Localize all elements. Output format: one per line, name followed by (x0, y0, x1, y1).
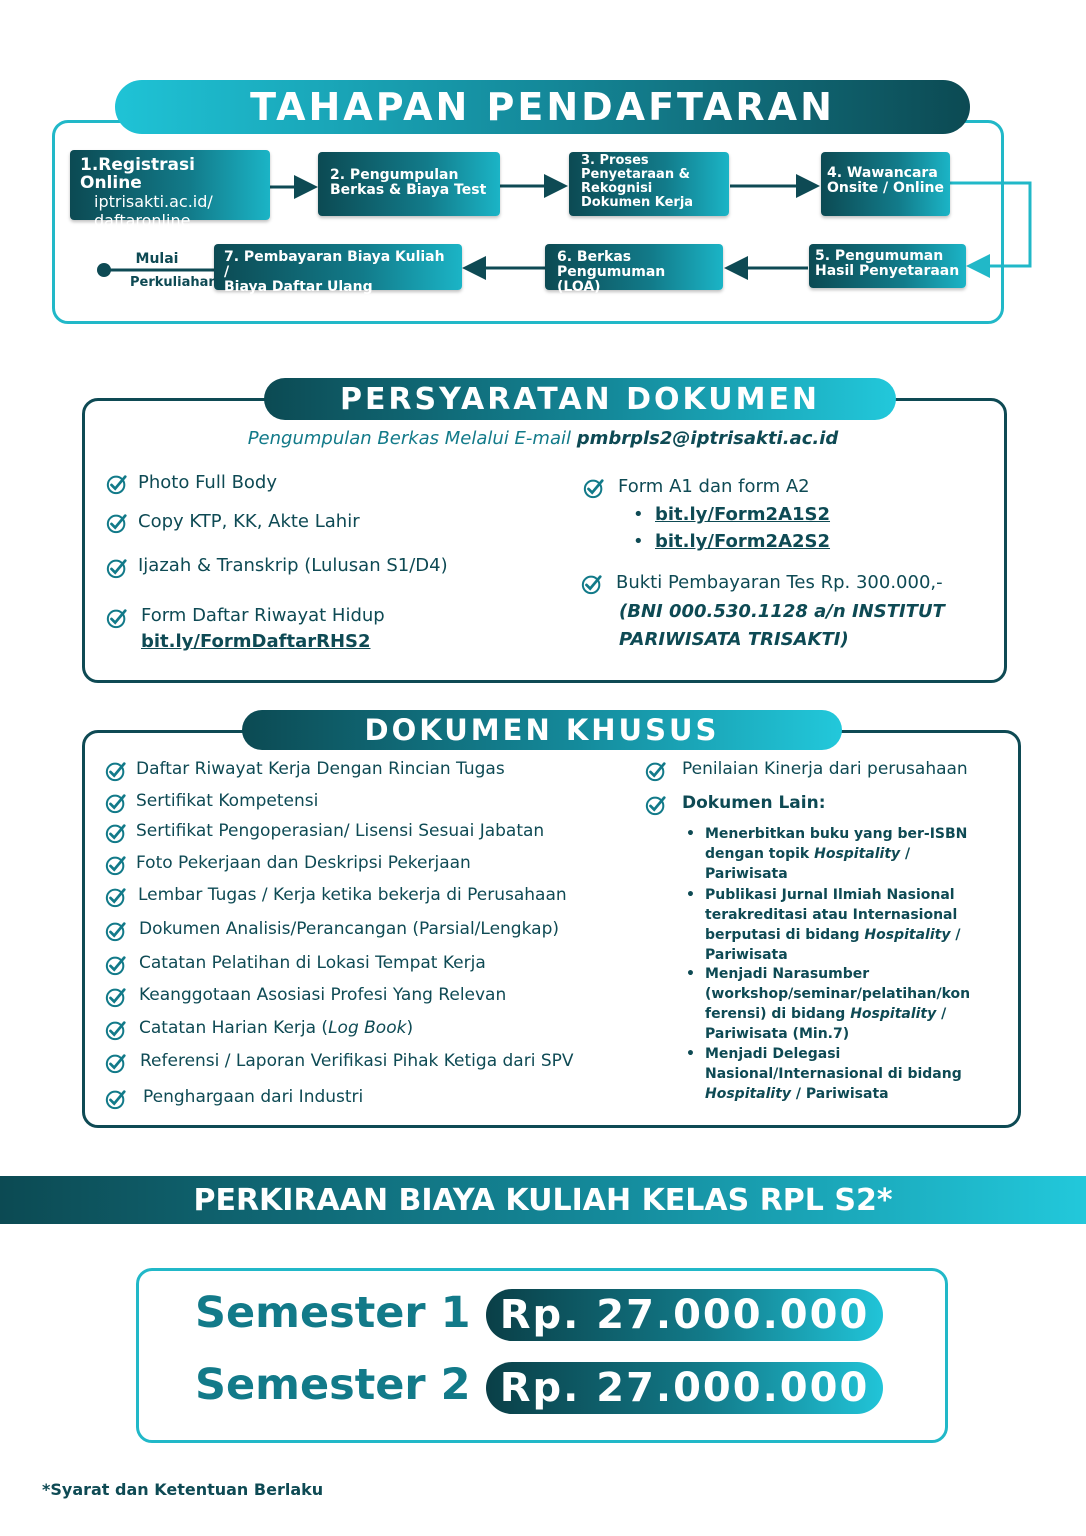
req-bukti: Bukti Pembayaran Tes Rp. 300.000,- (616, 572, 943, 593)
dl-1-hosp: Hospitality (814, 846, 901, 862)
step-7-line1: 7. Pembayaran Biaya Kuliah / (224, 249, 445, 280)
dl-2-a: Publikasi Jurnal Ilmiah Nasional (705, 887, 955, 903)
dl-2-slash: / (950, 927, 961, 943)
step-4-line1: 4. Wawancara (827, 165, 938, 181)
start-dot (97, 263, 111, 277)
form-a2-link[interactable]: bit.ly/Form2A2S2 (655, 531, 831, 552)
biaya-banner (0, 1176, 1086, 1224)
step-5-pengumuman (809, 244, 966, 288)
dl-4-c-line (705, 1084, 962, 1104)
step-2-line1: 2. Pengumpulan (330, 167, 459, 183)
logbook-close: ) (406, 1018, 414, 1038)
biaya-title: PERKIRAAN BIAYA KULIAH KELAS RPL S2* (193, 1182, 893, 1218)
check-icon (106, 557, 128, 579)
step-3-line4: Dokumen Kerja (581, 195, 694, 210)
bullet-dot: • (686, 887, 695, 903)
req-ijazah: Ijazah & Transkrip (Lulusan S1/D4) (138, 555, 448, 576)
dl-1-b: dengan topik (705, 846, 815, 862)
step-1-registrasi (70, 150, 270, 230)
check-icon (105, 854, 127, 876)
step-7-line2: Biaya Daftar Ulang (224, 279, 373, 295)
step-5-line1: 5. Pengumuman (815, 248, 944, 264)
dl-4-c: / Pariwisata (791, 1086, 889, 1102)
dl-1-a: Menerbitkan buku yang ber-ISBN (705, 826, 968, 842)
dl-3-a: Menjadi Narasumber (705, 966, 870, 982)
dl-2-c: berputasi di bidang (705, 927, 865, 943)
dl-3-d: Pariwisata (Min.7) (705, 1026, 850, 1042)
tahapan-title: TAHAPAN PENDAFTARAN (115, 80, 970, 134)
bullet-dot: • (633, 504, 644, 525)
step-7-pembayaran (214, 244, 462, 295)
check-icon (105, 792, 127, 814)
step-6-line1: 6. Berkas (557, 249, 632, 265)
dl-4-a: Menjadi Delegasi (705, 1046, 841, 1062)
check-icon (106, 473, 128, 495)
step-6-berkas (545, 244, 723, 295)
check-icon (645, 794, 667, 816)
dl-2-c-line (705, 925, 960, 945)
dl-3-b: (workshop/seminar/pelatihan/kon (705, 986, 971, 1002)
persyaratan-title: PERSYARATAN DOKUMEN (264, 378, 896, 420)
dl-4-hosp: Hospitality (705, 1086, 792, 1102)
check-icon (105, 886, 127, 908)
step-4-line2: Onsite / Online (827, 180, 944, 196)
form-a1-link[interactable]: bit.ly/Form2A1S2 (655, 504, 831, 525)
step-1-title: 1.Registrasi Online (80, 155, 195, 193)
dl-2-hosp: Hospitality (864, 927, 951, 943)
req-bukti-bank1: (BNI 000.530.1128 a/n INSTITUT (619, 601, 945, 622)
check-icon (105, 822, 127, 844)
req-photo: Photo Full Body (138, 472, 278, 493)
khusus-item: Daftar Riwayat Kerja Dengan Rincian Tugas (136, 759, 505, 779)
khusus-item: Catatan Pelatihan di Lokasi Tempat Kerja (139, 953, 486, 973)
bullet-dot: • (633, 531, 644, 552)
khusus-item: Keanggotaan Asosiasi Profesi Yang Relevan (139, 985, 507, 1005)
step-2-line2: Berkas & Biaya Test (330, 182, 487, 198)
check-icon (105, 986, 127, 1008)
req-form-drh: Form Daftar Riwayat Hidup (141, 605, 385, 626)
bullet-dot: • (686, 1046, 695, 1062)
dl-2-d: Pariwisata (705, 947, 788, 963)
step-3-line2: Penyetaraan & (581, 167, 690, 182)
bullet-dot: • (686, 966, 695, 982)
check-icon (105, 954, 127, 976)
bullet-dot: • (686, 826, 695, 842)
email-prefix: Pengumpulan Berkas Melalui E-mail (247, 428, 577, 449)
check-icon (106, 607, 128, 629)
dl-item-1 (705, 824, 967, 884)
footnote: *Syarat dan Ketentuan Berlaku (42, 1480, 324, 1499)
dl-3-slash: / (936, 1006, 947, 1022)
dl-3-hosp: Hospitality (850, 1006, 937, 1022)
step-4-wawancara (821, 152, 950, 216)
check-icon (105, 1052, 127, 1074)
step-1-sub2: daftaronline (94, 211, 191, 230)
khusus-item: Penghargaan dari Industri (143, 1087, 364, 1107)
dl-2-b: terakreditasi atau Internasional (705, 907, 958, 923)
req-form-a1a2: Form A1 dan form A2 (618, 476, 810, 497)
dl-1-b-line (705, 844, 967, 864)
step-1-sub1: iptrisakti.ac.id/ (94, 192, 213, 211)
dl-1-slash: / (900, 846, 911, 862)
req-bukti-bank2: PARIWISATA TRISAKTI) (619, 629, 849, 650)
check-icon (105, 760, 127, 782)
dl-item-4 (705, 1044, 962, 1104)
khusus-item: Sertifikat Kompetensi (136, 791, 319, 811)
step-2-pengumpulan (318, 152, 500, 216)
khusus-penilaian: Penilaian Kinerja dari perusahaan (682, 759, 968, 779)
start-label-line1: Mulai (135, 251, 179, 267)
dl-3-c: ferensi) di bidang (705, 1006, 851, 1022)
step-5-line2: Hasil Penyetaraan (815, 263, 960, 279)
khusus-item: Lembar Tugas / Kerja ketika bekerja di Perusahaan (138, 885, 567, 905)
check-icon (105, 920, 127, 942)
step-6-line2: Pengumuman (LOA) (557, 264, 666, 295)
khusus-item: Dokumen Analisis/Perancangan (Parsial/Lengkap) (139, 919, 559, 939)
dl-item-2 (705, 885, 960, 965)
dl-item-3 (705, 964, 970, 1044)
start-label (112, 248, 218, 294)
start-label-line2: Perkuliahan (130, 275, 218, 290)
sem2-label: Semester 2 (195, 1360, 471, 1410)
check-icon (106, 512, 128, 534)
req-form-drh-link[interactable]: bit.ly/FormDaftarRHS2 (141, 631, 371, 652)
check-icon (583, 477, 605, 499)
dl-1-c: Pariwisata (705, 866, 788, 882)
khusus-title: DOKUMEN KHUSUS (242, 710, 842, 750)
check-icon (105, 1088, 127, 1110)
email-address[interactable]: pmbrpls2@iptrisakti.ac.id (576, 428, 839, 449)
khusus-item-logbook (139, 1018, 413, 1038)
check-icon (581, 573, 603, 595)
check-icon (105, 1019, 127, 1041)
sem1-label: Semester 1 (195, 1288, 471, 1338)
logbook-prefix: Catatan Harian Kerja ( (139, 1018, 329, 1038)
logbook-italic: Log Book (328, 1018, 407, 1038)
email-line (0, 428, 1086, 449)
req-ktp: Copy KTP, KK, Akte Lahir (138, 511, 360, 532)
sem2-price: Rp. 27.000.000 (486, 1362, 883, 1414)
step-3-line3: Rekognisi (581, 181, 653, 196)
check-icon (645, 760, 667, 782)
step-3-proses (569, 152, 729, 216)
sem1-price: Rp. 27.000.000 (486, 1289, 883, 1341)
step-3-line1: 3. Proses (581, 153, 649, 168)
dl-3-c-line (705, 1004, 970, 1024)
khusus-dokumen-lain: Dokumen Lain: (682, 793, 826, 813)
khusus-item: Sertifikat Pengoperasian/ Lisensi Sesuai Jabatan (136, 821, 545, 841)
dl-4-b: Nasional/Internasional di bidang (705, 1066, 962, 1082)
khusus-item: Referensi / Laporan Verifikasi Pihak Ketiga dari SPV (140, 1051, 574, 1071)
khusus-item: Foto Pekerjaan dan Deskripsi Pekerjaan (136, 853, 471, 873)
